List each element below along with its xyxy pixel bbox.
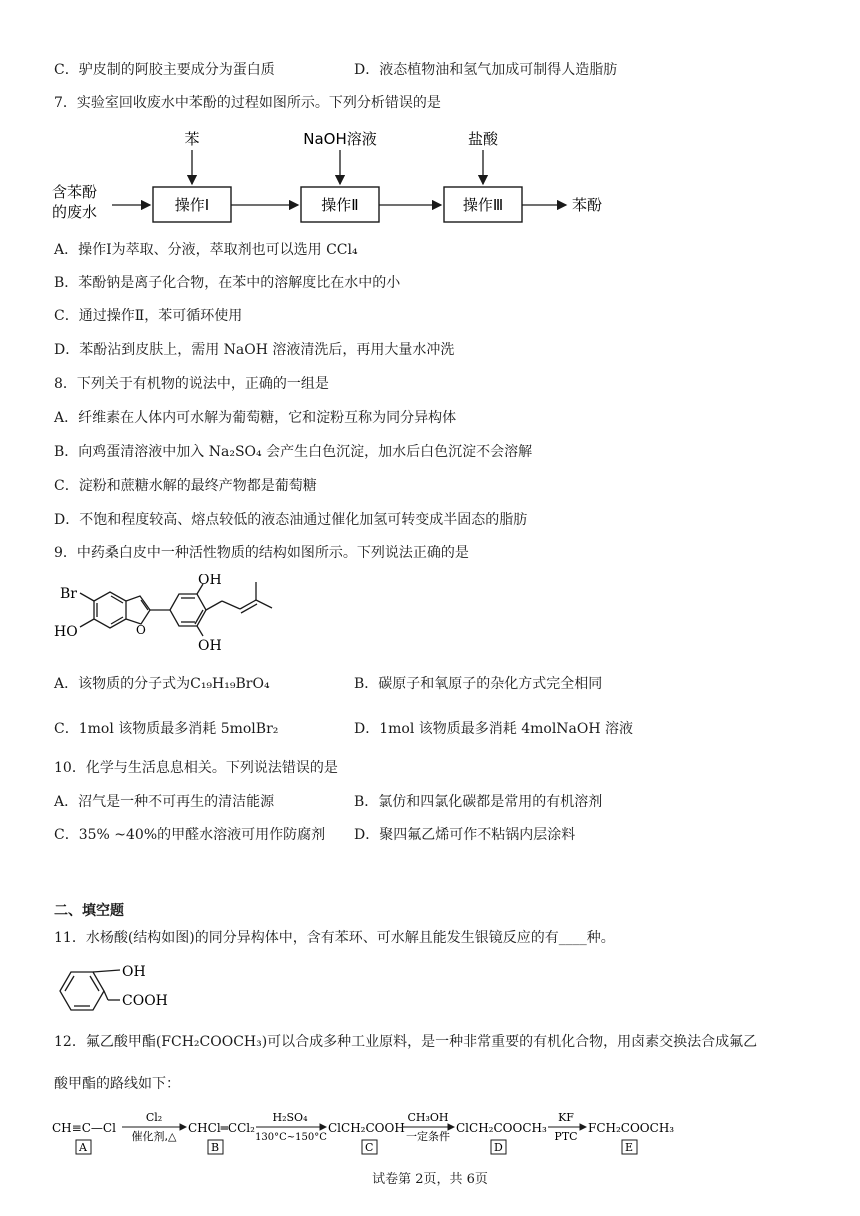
page-footer: 试卷第 2页，共 6页	[372, 1172, 488, 1187]
q8-option-b: B．向鸡蛋清溶液中加入 Na₂SO₄ 会产生白色沉淀，加水后白色沉淀不会溶解	[54, 444, 533, 460]
q10-option-c: C．35% ~40%的甲醛水溶液可用作防腐剂	[54, 827, 326, 843]
route-label-e: E	[625, 1141, 634, 1154]
reagent1-label: 苯	[184, 130, 200, 148]
op1-label: 操作Ⅰ	[174, 196, 210, 214]
route-r3-top: CH₃OH	[407, 1111, 449, 1124]
q11-structure	[50, 958, 210, 1024]
struct-oh: OH	[122, 964, 146, 980]
q6-option-d: D．液态植物油和氢气加成可制得人造脂肪	[354, 62, 618, 78]
q7-flow-diagram	[40, 122, 640, 230]
q8-stem: 8．下列关于有机物的说法中，正确的一组是	[54, 376, 329, 392]
struct-cooh: COOH	[122, 993, 168, 1009]
q9-option-c: C．1mol 该物质最多消耗 5molBr₂	[54, 721, 279, 737]
route-r2-top: H₂SO₄	[272, 1111, 308, 1124]
q12-route	[50, 1106, 710, 1160]
q7-option-b: B．苯酚钠是离子化合物，在苯中的溶解度比在水中的小	[54, 275, 401, 291]
q6-option-c: C．驴皮制的阿胶主要成分为蛋白质	[54, 62, 275, 78]
q10-stem: 10．化学与生活息息相关。下列说法错误的是	[54, 760, 338, 776]
op2-label: 操作Ⅱ	[321, 196, 359, 214]
q11-stem: 11．水杨酸(结构如图)的同分异构体中，含有苯环、可水解且能发生银镜反应的有____种。	[54, 930, 615, 946]
section-title: 二、填空题	[54, 903, 124, 919]
reagent3-label: 盐酸	[467, 130, 499, 148]
q12-stem-line1: 12．氟乙酸甲酯(FCH₂COOCH₃)可以合成多种工业原料，是一种非常重要的有机化合物，用卤素交换法合成氟乙	[54, 1034, 758, 1050]
route-r1-top: Cl₂	[145, 1111, 163, 1124]
struct-oh-bottom: OH	[198, 638, 222, 654]
q9-option-d: D．1mol 该物质最多消耗 4molNaOH 溶液	[354, 721, 634, 737]
q12-stem-line2: 酸甲酯的路线如下：	[54, 1076, 180, 1092]
q10-option-d: D．聚四氟乙烯可作不粘锅内层涂料	[354, 827, 576, 843]
q8-option-d: D．不饱和程度较高、熔点较低的液态油通过催化加氢可转变成半固态的脂肪	[54, 512, 528, 528]
q8-option-c: C．淀粉和蔗糖水解的最终产物都是葡萄糖	[54, 478, 317, 494]
q8-option-a: A．纤维素在人体内可水解为葡萄糖，它和淀粉互称为同分异构体	[54, 410, 457, 426]
struct-furan-o: O	[136, 623, 146, 637]
route-r1-bottom: 催化剂,△	[131, 1130, 177, 1143]
q10-option-b: B．氯仿和四氯化碳都是常用的有机溶剂	[354, 794, 603, 810]
op3-label: 操作Ⅲ	[462, 196, 504, 214]
flow-output: 苯酚	[572, 196, 603, 214]
q7-option-c: C．通过操作Ⅱ，苯可循环使用	[54, 308, 243, 324]
q7-option-a: A．操作Ⅰ为萃取、分液，萃取剂也可以选用 CCl₄	[54, 242, 358, 258]
reagent2-label: NaOH溶液	[303, 130, 377, 148]
route-label-b: B	[211, 1141, 220, 1154]
route-compound-b: CHCl═CCl₂	[188, 1121, 255, 1135]
route-label-d: D	[494, 1141, 503, 1154]
struct-ho: HO	[54, 624, 78, 640]
q9-stem: 9．中药桑白皮中一种活性物质的结构如图所示。下列说法正确的是	[54, 545, 469, 561]
route-compound-d: ClCH₂COOCH₃	[456, 1121, 547, 1135]
q10-option-a: A．沼气是一种不可再生的清洁能源	[54, 794, 275, 810]
route-r2-bottom: 130°C~150°C	[255, 1132, 327, 1143]
flow-input-line2: 的废水	[52, 203, 98, 221]
struct-br: Br	[60, 586, 77, 602]
route-r4-bottom: PTC	[554, 1130, 578, 1143]
q9-option-b: B．碳原子和氧原子的杂化方式完全相同	[354, 676, 603, 692]
q7-stem: 7．实验室回收废水中苯酚的过程如图所示。下列分析错误的是	[54, 95, 441, 111]
route-label-a: A	[79, 1141, 87, 1154]
struct-oh-top: OH	[198, 574, 222, 588]
q9-option-a: A．该物质的分子式为C₁₉H₁₉BrO₄	[54, 676, 270, 692]
q7-option-d: D．苯酚沾到皮肤上，需用 NaOH 溶液清洗后，再用大量水冲洗	[54, 342, 455, 358]
route-compound-a: CH≡C—Cl	[52, 1121, 116, 1135]
route-r4-top: KF	[558, 1111, 574, 1124]
route-label-c: C	[365, 1141, 374, 1154]
route-compound-c: ClCH₂COOH	[328, 1121, 405, 1135]
q9-structure	[50, 574, 370, 658]
route-r3-bottom: 一定条件	[406, 1130, 450, 1143]
flow-input-line1: 含苯酚	[52, 183, 98, 201]
route-compound-e: FCH₂COOCH₃	[588, 1121, 675, 1135]
